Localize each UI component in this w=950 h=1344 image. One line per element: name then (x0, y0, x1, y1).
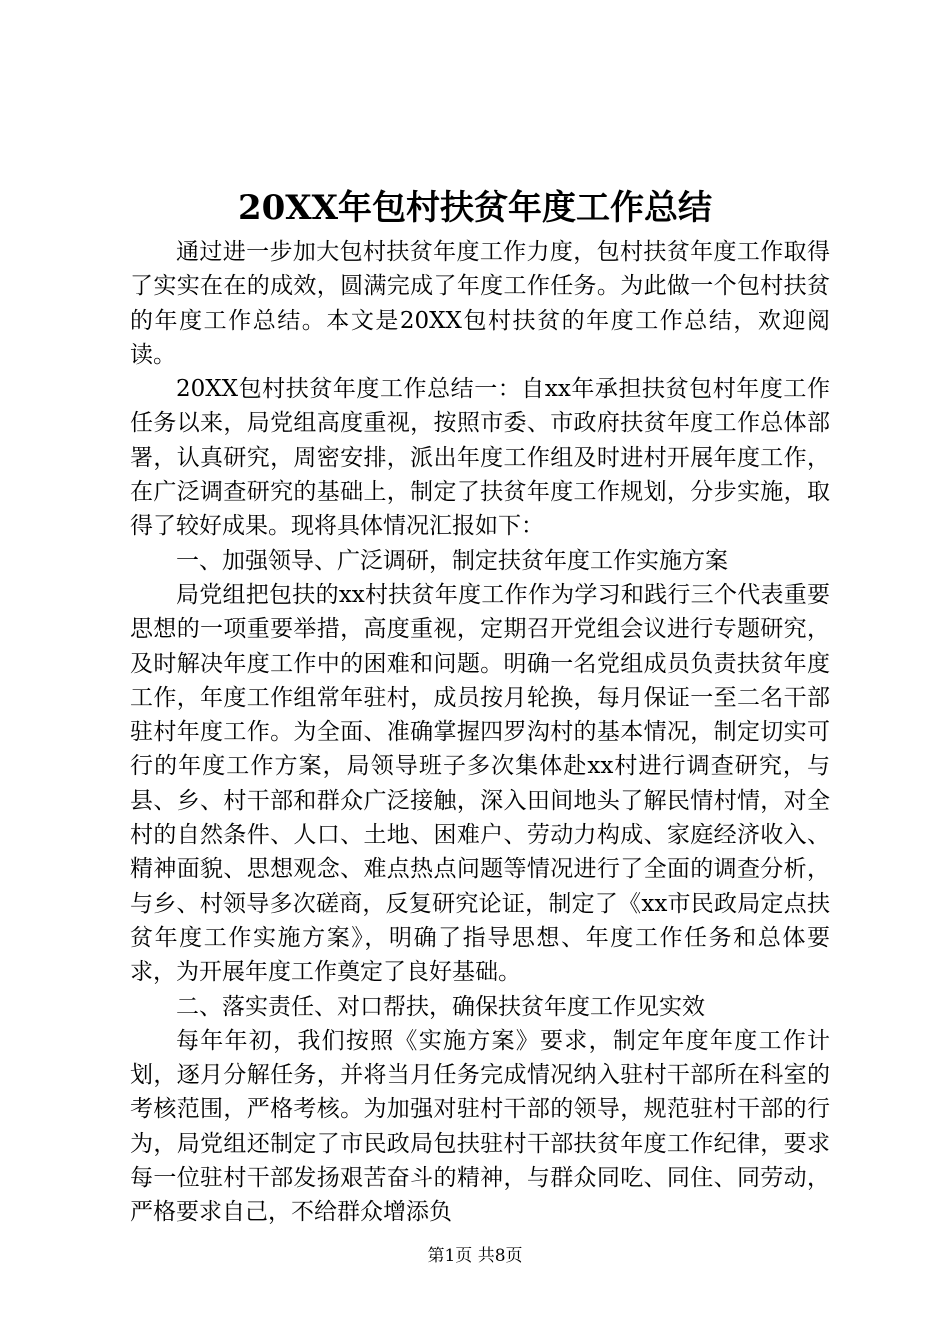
intro-paragraph: 通过进一步加大包村扶贫年度工作力度，包村扶贫年度工作取得了实实在在的成效，圆满完成了年度工作任务。为此做一个包村扶贫的年度工作总结。本文是20XX包村扶贫的年度工作总结，欢迎阅读。 (130, 239, 830, 368)
section-heading-1: 一、加强领导、广泛调研，制定扶贫年度工作实施方案 (176, 547, 728, 574)
summary-paragraph: 20XX包村扶贫年度工作总结一：自xx年承担扶贫包村年度工作任务以来，局党组高度重视，按照市委、市政府扶贫年度工作总体部署，认真研究，周密安排，派出年度工作组及时进村开展年度工作，在广泛调查研究的基础上，制定了扶贫年度工作规划，分步实施，取得了较好成果。现将具体情况汇报如下： (130, 376, 830, 540)
section-heading-2: 二、落实责任、对口帮扶，确保扶贫年度工作见实效 (176, 993, 705, 1020)
section-2-paragraph: 每年年初，我们按照《实施方案》要求，制定年度年度工作计划，逐月分解任务，并将当月任务完成情况纳入驻村干部所在科室的考核范围，严格考核。为加强对驻村干部的领导，规范驻村干部的行为，局党组还制定了市民政局包扶驻村干部扶贫年度工作纪律，要求每一位驻村干部发扬艰苦奋斗的精神，与群众同吃、同住、同劳动，严格要求自己，不给群众增添负 (130, 1027, 830, 1226)
document-body (130, 235, 830, 1230)
section-1-paragraph: 局党组把包扶的xx村扶贫年度工作作为学习和践行三个代表重要思想的一项重要举措，高度重视，定期召开党组会议进行专题研究，及时解决年度工作中的困难和问题。明确一名党组成员负责扶贫年度工作，年度工作组常年驻村，成员按月轮换，每月保证一至二名干部驻村年度工作。为全面、准确掌握四罗沟村的基本情况，制定切实可行的年度工作方案，局领导班子多次集体赴xx村进行调查研究，与县、乡、村干部和群众广泛接触，深入田间地头了解民情村情，对全村的自然条件、人口、土地、困难户、劳动力构成、家庭经济收入、精神面貌、思想观念、难点热点问题等情况进行了全面的调查分析，与乡、村领导多次磋商，反复研究论证，制定了《xx市民政局定点扶贫年度工作实施方案》，明确了指导思想、年度工作任务和总体要求，为开展年度工作奠定了良好基础。 (130, 581, 830, 986)
page-number-footer: 第1页 共8页 (427, 1246, 523, 1266)
document-title: 20XX年包村扶贫年度工作总结 (237, 188, 713, 228)
